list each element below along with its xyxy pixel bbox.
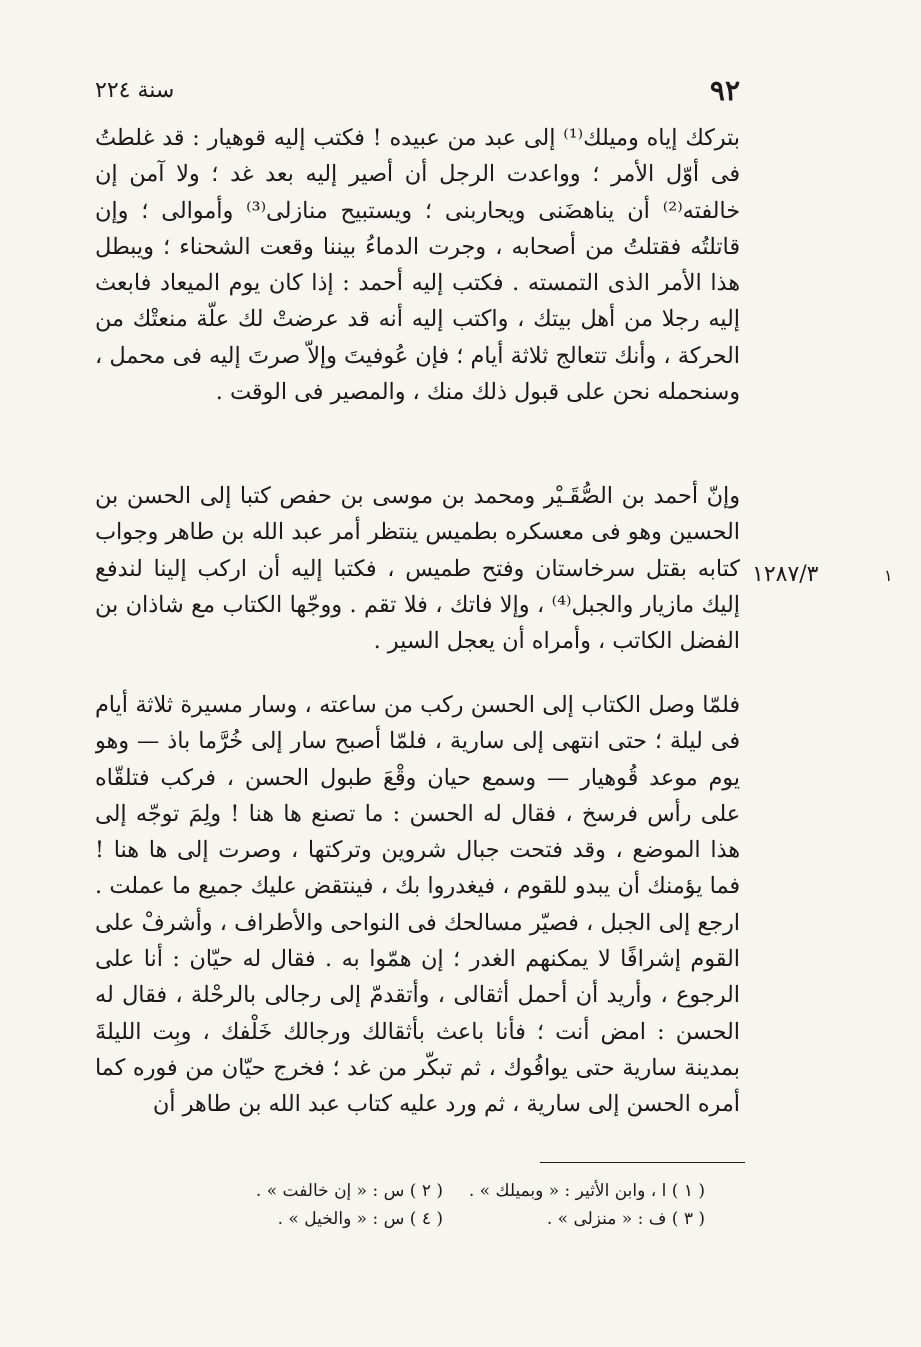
footnote: ( ٣ ) ف : « منزلى » .: [546, 1209, 705, 1229]
footnotes: [180, 1177, 705, 1233]
paragraph: بتركك إياه وميلك⁽¹⁾ إلى عبد من عبيده ! فكتب إليه قوهيار : قد غلطتُ فى أوّل الأمر ؛ وواعدت الرجل أن أصير إليه بعد غد ؛ ولا آمن إن خالفته⁽²⁾ أن يناهضَنى ويحاربنى ؛ ويستبيح منازلى⁽³⁾ وأموالى ؛ وإن قاتلتُه فقتلتُ من أصحابه ، وجرت الدماءُ بيننا وقعت الشحناء ؛ ويبطل هذا الأمر الذى التمسته . فكتب إليه أحمد : إذا كان يوم الميعاد فابعث إليه رجلا من أهل بيتك ، واكتب إليه أنه قد عرضتْ لك علّة منعتْك من الحركة ، وأنك تتعالج ثلاثة أيام ؛ فإن عُوفيتَ وإلاّ صرتَ إليه فى محمل ، وسنحمله نحن على قبول ذلك منك ، والمصير فى الوقت .: [95, 125, 740, 406]
paragraph: فلمّا وصل الكتاب إلى الحسن ركب من ساعته ، وسار مسيرة ثلاثة أيام فى ليلة ؛ حتى انتهى إلى سارية ، فلمّا أصبح سار إلى خُرَّما باذ — وهو يوم موعد قُوهيار — وسمع حيان وقْعَ طبول الحسن ، فركب فتلقّاه على رأس فرسخ ، فقال له الحسن : ما تصنع ها هنا ! ولِمَ توجّه إلى هذا الموضع ، وقد فتحت جبال شروين وتركتها ، وصرت إلى ها هنا ! فما يؤمنك أن يبدو للقوم ، فيغدروا بك ، فينتقض عليك جميع ما عملت . ارجع إلى الجبل ، فصيّر مسالحك فى النواحى والأطراف ، وأشرفْ على القوم إشرافًا لا يمكنهم الغدر ؛ إن همّوا به . فقال له حيّان : أنا على الرجوع ، وأريد أن أحمل أثقالى ، وأتقدمّ إلى رجالى بالرحْلة ، فقال له الحسن : امض أنت ؛ فأنا باعث بأثقالك ورجالك خَلْفك ، وبِت الليلةَ بمدينة سارية حتى يوافُوك ، ثم تبكّر من غد ؛ فخرج حيّان من فوره كما أمره الحسن إلى سارية ، ثم ورد عليه كتاب عبد الله بن طاهر أن: [95, 692, 740, 1118]
footnote: ( ٤ ) س : « والخيل » .: [277, 1209, 443, 1229]
paragraph: وإنّ أحمد بن الصُّقَـيْر ومحمد بن موسى بن حفص كتبا إلى الحسن بن الحسين وهو فى معسكره بطميس ينتظر أمر عبد الله بن طاهر وجواب كتابه بقتل سرخاستان وفتح طميس ، فكتبا إليه أن اركب إلينا لندفع إليك مازيار والجبل⁽⁴⁾ ، وإلا فاتك ، فلا تقم . ووجّها الكتاب مع شاذان بن الفضل الكاتب ، وأمراه أن يعجل السير .: [95, 483, 740, 655]
footnote-row: [180, 1177, 705, 1205]
page-header: [95, 70, 740, 110]
margin-reference: ١٢٨٧/٣: [752, 562, 819, 587]
running-head: سنة ٢٢٤: [95, 77, 175, 103]
page-number: ٩٢: [709, 73, 740, 107]
footnote: ( ٢ ) س : « إن خالفت » .: [255, 1181, 443, 1201]
footnote: ( ١ ) ا ، وابن الأثير : « وبميلك » .: [468, 1181, 705, 1201]
footnote-row: [180, 1205, 705, 1233]
footnote-divider: [540, 1162, 745, 1163]
margin-tick: ١: [884, 566, 893, 585]
main-text: [95, 120, 740, 1118]
